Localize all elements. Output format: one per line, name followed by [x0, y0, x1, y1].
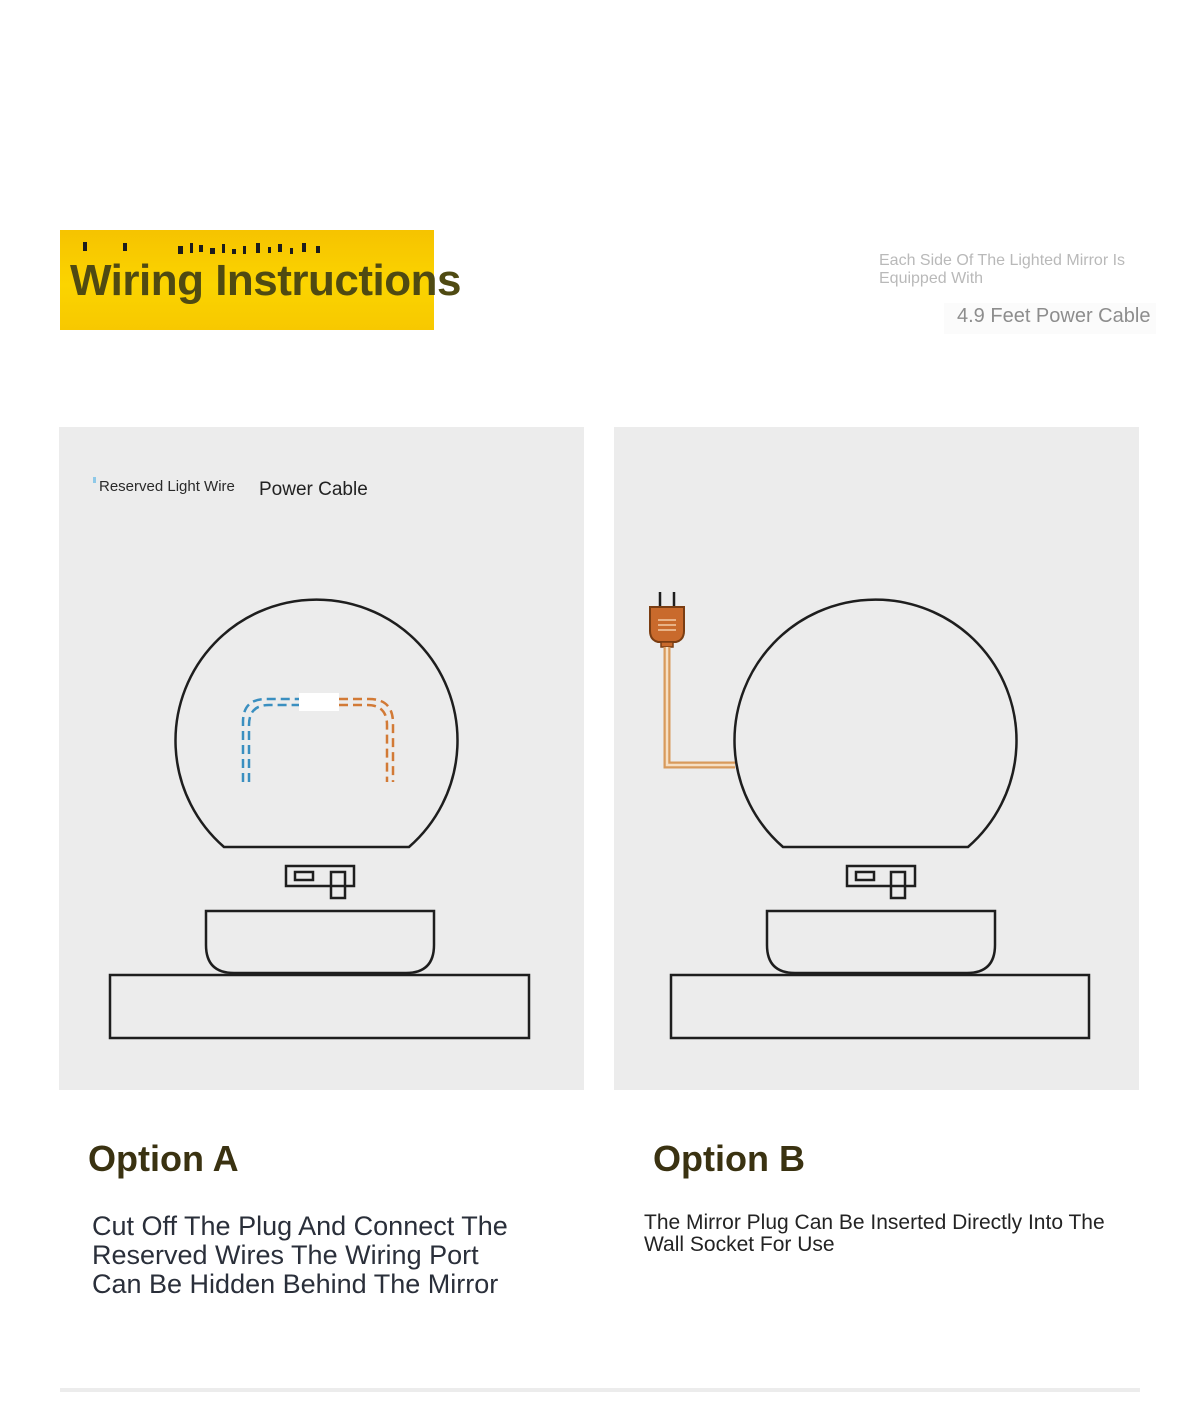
page-title: Wiring Instructions [70, 256, 461, 305]
option-a-description: Cut Off The Plug And Connect The Reserved Wires The Wiring Port Can Be Hidden Behind The Mirror [92, 1211, 508, 1299]
cable-length: 4.9 Feet Power Cable [944, 303, 1156, 334]
countertop [110, 975, 529, 1038]
basin [767, 911, 995, 973]
option-b-title: Option B [653, 1138, 805, 1179]
footer-divider [60, 1388, 1140, 1392]
option-a-title: Option A [88, 1138, 239, 1179]
basin [206, 911, 434, 973]
option-a-diagram [59, 427, 584, 1090]
faucet [286, 866, 354, 898]
round-mirror-outline [735, 600, 1017, 847]
countertop [671, 975, 1089, 1038]
power-cable-wire [339, 699, 393, 782]
round-mirror-outline [176, 600, 458, 847]
faucet [847, 866, 915, 898]
cable-note: Each Side Of The Lighted Mirror Is Equipped With [879, 252, 1126, 287]
reserved-light-wire-label: Reserved Light Wire [99, 478, 235, 495]
power-cable-label: Power Cable [259, 479, 368, 500]
option-b-diagram [614, 427, 1139, 1090]
title-banner [60, 230, 461, 330]
option-b-illustration [614, 427, 1139, 1090]
wire-connector [299, 693, 339, 711]
option-b-description: The Mirror Plug Can Be Inserted Directly Into The Wall Socket For Use [644, 1211, 1105, 1256]
power-cord [667, 647, 735, 765]
option-a-illustration [59, 427, 584, 1090]
